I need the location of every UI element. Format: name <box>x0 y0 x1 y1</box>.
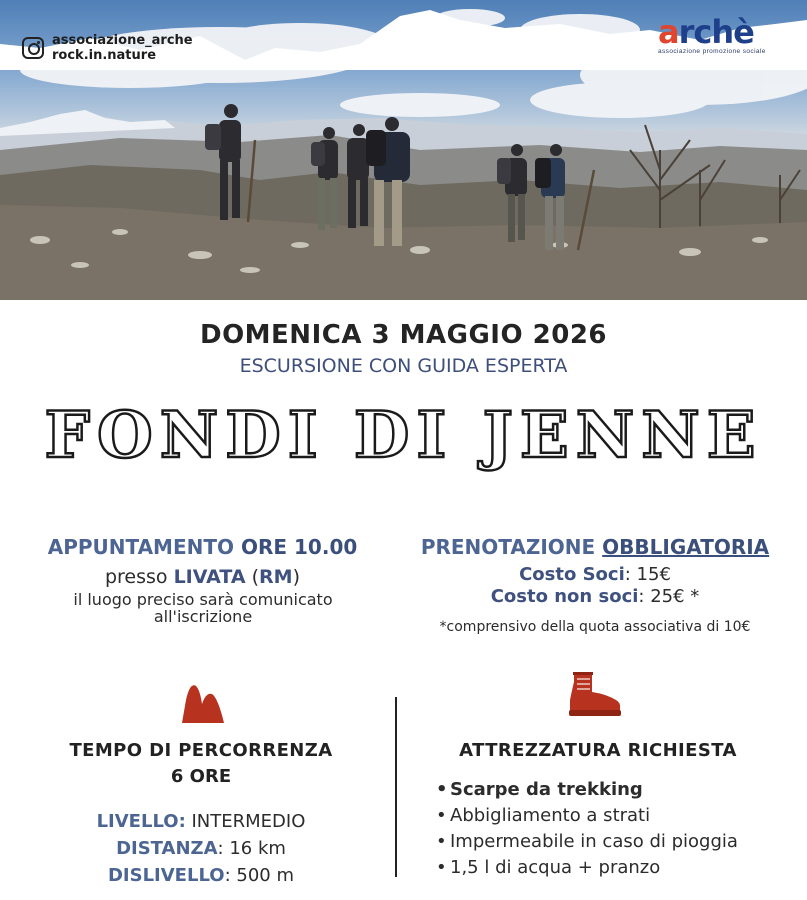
spec-level <box>0 808 402 835</box>
social-handles <box>22 33 193 63</box>
mountain-icon <box>180 678 226 724</box>
appointment-time: ORE 10.00 <box>240 535 358 559</box>
instagram-icon <box>22 37 44 59</box>
appointment-label: APPUNTAMENTO <box>47 535 241 559</box>
equipment-list <box>436 777 798 881</box>
place-prefix: presso <box>104 566 174 588</box>
list-item <box>436 803 798 829</box>
instagram-handle-arche: associazione_arche <box>52 33 193 48</box>
social-text <box>52 33 193 63</box>
trek-specs <box>0 808 402 889</box>
bullet: • <box>436 831 447 852</box>
region-open: ( <box>245 566 260 588</box>
trek-duration <box>0 740 402 787</box>
event-subtitle: ESCURSIONE CON GUIDA ESPERTA <box>239 355 568 377</box>
booking-required: OBBLIGATORIA <box>602 535 770 559</box>
logo-wordmark <box>658 14 778 50</box>
members-cost <box>390 564 800 586</box>
event-date: DOMENICA 3 MAGGIO 2026 <box>199 320 608 350</box>
list-item <box>436 777 798 803</box>
booking-section <box>390 535 800 635</box>
region-close: ) <box>292 566 301 588</box>
event-title: FONDI DI JENNE <box>44 398 763 473</box>
level-value: INTERMEDIO <box>185 811 306 832</box>
appointment-heading <box>0 535 405 559</box>
members-cost-label: Costo Soci <box>519 564 625 585</box>
cost-footnote: *comprensivo della quota associativa di 10€ <box>439 619 751 635</box>
instagram-handle-rockinnature: rock.in.nature <box>52 48 157 63</box>
logo-letter-a: a <box>658 13 679 51</box>
list-item <box>436 829 798 855</box>
booking-label: PRENOTAZIONE <box>420 535 603 559</box>
equipment-section <box>398 740 798 881</box>
bullet: • <box>436 857 447 878</box>
spec-distance <box>0 835 402 862</box>
elevation-label: DISLIVELLO <box>107 865 225 886</box>
region-code: RM <box>259 566 293 588</box>
spec-elevation <box>0 862 402 889</box>
distance-value: : 16 km <box>217 838 286 859</box>
hiking-boot-icon <box>566 670 622 718</box>
duration-heading: TEMPO DI PERCORRENZA <box>69 740 333 761</box>
distance-label: DISTANZA <box>116 838 218 859</box>
appointment-place <box>0 566 405 588</box>
equipment-item-label: Scarpe da trekking <box>450 779 643 800</box>
appointment-section <box>0 535 405 625</box>
logo-tagline: associazione promozione sociale <box>658 48 766 55</box>
appointment-note: il luogo preciso sarà comunicato all'iscrizione <box>73 590 333 626</box>
level-label: LIVELLO: <box>96 811 186 832</box>
nonmembers-cost <box>390 586 800 608</box>
arche-logo <box>658 14 778 55</box>
members-cost-price: : 15€ <box>624 564 671 585</box>
nonmembers-cost-price: : 25€ * <box>638 586 700 607</box>
equipment-item-label: Abbigliamento a strati <box>450 805 651 826</box>
equipment-item-label: Impermeabile in caso di pioggia <box>450 831 738 852</box>
booking-heading <box>390 535 800 559</box>
place-name: LIVATA <box>173 566 246 588</box>
bullet: • <box>436 779 448 800</box>
equipment-heading: ATTREZZATURA RICHIESTA <box>459 740 737 761</box>
elevation-value: : 500 m <box>224 865 294 886</box>
nonmembers-cost-label: Costo non soci <box>490 586 639 607</box>
logo-letters-rest: rchè <box>678 13 754 51</box>
list-item <box>436 855 798 881</box>
bullet: • <box>436 805 447 826</box>
duration-value: 6 ORE <box>170 766 232 787</box>
equipment-item-label: 1,5 l di acqua + pranzo <box>450 857 661 878</box>
